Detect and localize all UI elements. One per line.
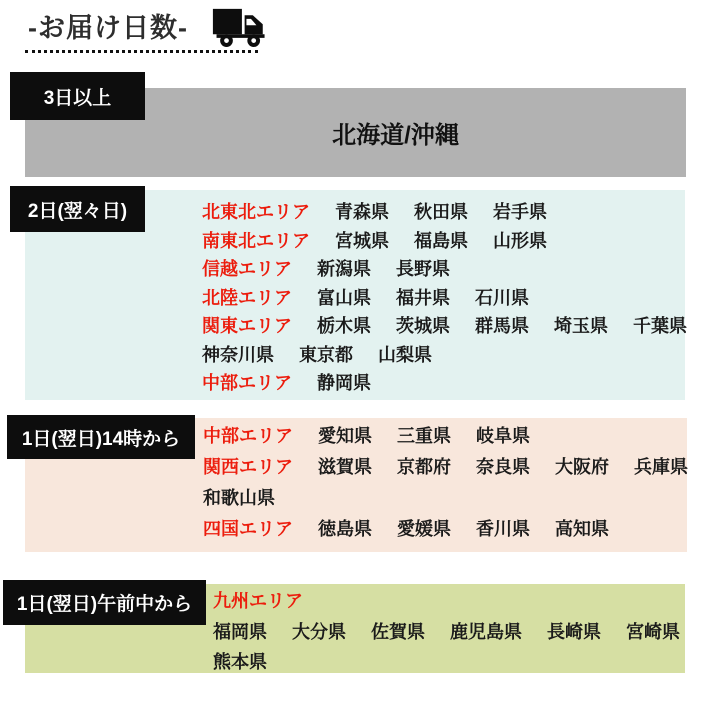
prefecture-name: 秋田県	[414, 202, 468, 223]
prefecture-name: 東京都	[299, 344, 353, 365]
prefecture-name: 福岡県	[213, 621, 267, 642]
area-label: 南東北エリア	[202, 230, 310, 251]
area-label: 中部エリア	[202, 373, 292, 394]
region-row	[202, 368, 685, 397]
region-row	[203, 512, 687, 543]
prefecture-name: 宮城県	[335, 230, 389, 251]
prefecture-name: 熊本県	[213, 652, 267, 673]
prefecture-name: 山梨県	[378, 344, 432, 365]
prefecture-name: 石川県	[475, 287, 529, 308]
region-row	[202, 340, 685, 369]
region-row	[203, 450, 687, 481]
area-label: 四国エリア	[203, 518, 293, 539]
region-row	[213, 585, 685, 616]
prefecture-name: 茨城県	[396, 316, 450, 337]
prefecture-name: 青森県	[335, 202, 389, 223]
area-label: 関西エリア	[203, 456, 293, 477]
page-title: -お届け日数-	[28, 13, 188, 43]
prefecture-name: 岩手県	[493, 202, 547, 223]
prefecture-name: 高知県	[555, 518, 609, 539]
prefecture-name: 奈良県	[476, 456, 530, 477]
duration-label-one-day-14: 1日(翌日)14時から	[7, 415, 195, 459]
prefecture-name: 富山県	[317, 287, 371, 308]
duration-label-three-days: 3日以上	[10, 72, 145, 120]
center-region-text: 北海道/沖縄	[332, 122, 459, 149]
prefecture-name: 群馬県	[475, 316, 529, 337]
prefecture-name: 長野県	[396, 259, 450, 280]
prefecture-name: 新潟県	[317, 259, 371, 280]
region-row	[202, 311, 685, 340]
prefecture-name: 香川県	[476, 518, 530, 539]
prefecture-name: 千葉県	[633, 316, 687, 337]
prefecture-name: 栃木県	[317, 316, 371, 337]
prefecture-name: 福島県	[414, 230, 468, 251]
area-label: 中部エリア	[203, 425, 293, 446]
prefecture-name: 神奈川県	[202, 344, 274, 365]
prefecture-name: 岐阜県	[476, 425, 530, 446]
region-row	[213, 646, 685, 677]
prefecture-name: 長崎県	[547, 621, 601, 642]
area-label: 北東北エリア	[202, 202, 310, 223]
prefecture-name: 愛媛県	[397, 518, 451, 539]
prefecture-name: 兵庫県	[634, 456, 688, 477]
prefecture-name: 埼玉県	[554, 316, 608, 337]
region-row	[202, 197, 685, 226]
prefecture-name: 愛知県	[318, 425, 372, 446]
prefecture-name: 京都府	[397, 456, 451, 477]
prefecture-name: 三重県	[397, 425, 451, 446]
prefecture-name: 福井県	[396, 287, 450, 308]
area-label: 関東エリア	[202, 316, 292, 337]
prefecture-name: 徳島県	[318, 518, 372, 539]
duration-label-two-days: 2日(翌々日)	[10, 186, 145, 232]
region-row	[202, 254, 685, 283]
region-row	[213, 616, 685, 647]
prefecture-name: 佐賀県	[371, 621, 425, 642]
area-label: 九州エリア	[213, 591, 303, 612]
prefecture-name: 滋賀県	[318, 456, 372, 477]
dotted-divider	[25, 46, 258, 53]
truck-icon	[212, 5, 270, 49]
area-label: 北陸エリア	[202, 287, 292, 308]
prefecture-name: 大分県	[292, 621, 346, 642]
prefecture-name: 山形県	[493, 230, 547, 251]
prefecture-name: 鹿児島県	[450, 621, 522, 642]
prefecture-name: 静岡県	[317, 373, 371, 394]
prefecture-name: 大阪府	[555, 456, 609, 477]
region-row	[203, 481, 687, 512]
region-row	[203, 419, 687, 450]
duration-label-one-day-am: 1日(翌日)午前中から	[3, 580, 206, 625]
prefecture-name: 宮崎県	[626, 621, 680, 642]
area-label: 信越エリア	[202, 259, 292, 280]
prefecture-name: 和歌山県	[203, 487, 275, 508]
region-row	[202, 226, 685, 255]
region-row	[202, 283, 685, 312]
